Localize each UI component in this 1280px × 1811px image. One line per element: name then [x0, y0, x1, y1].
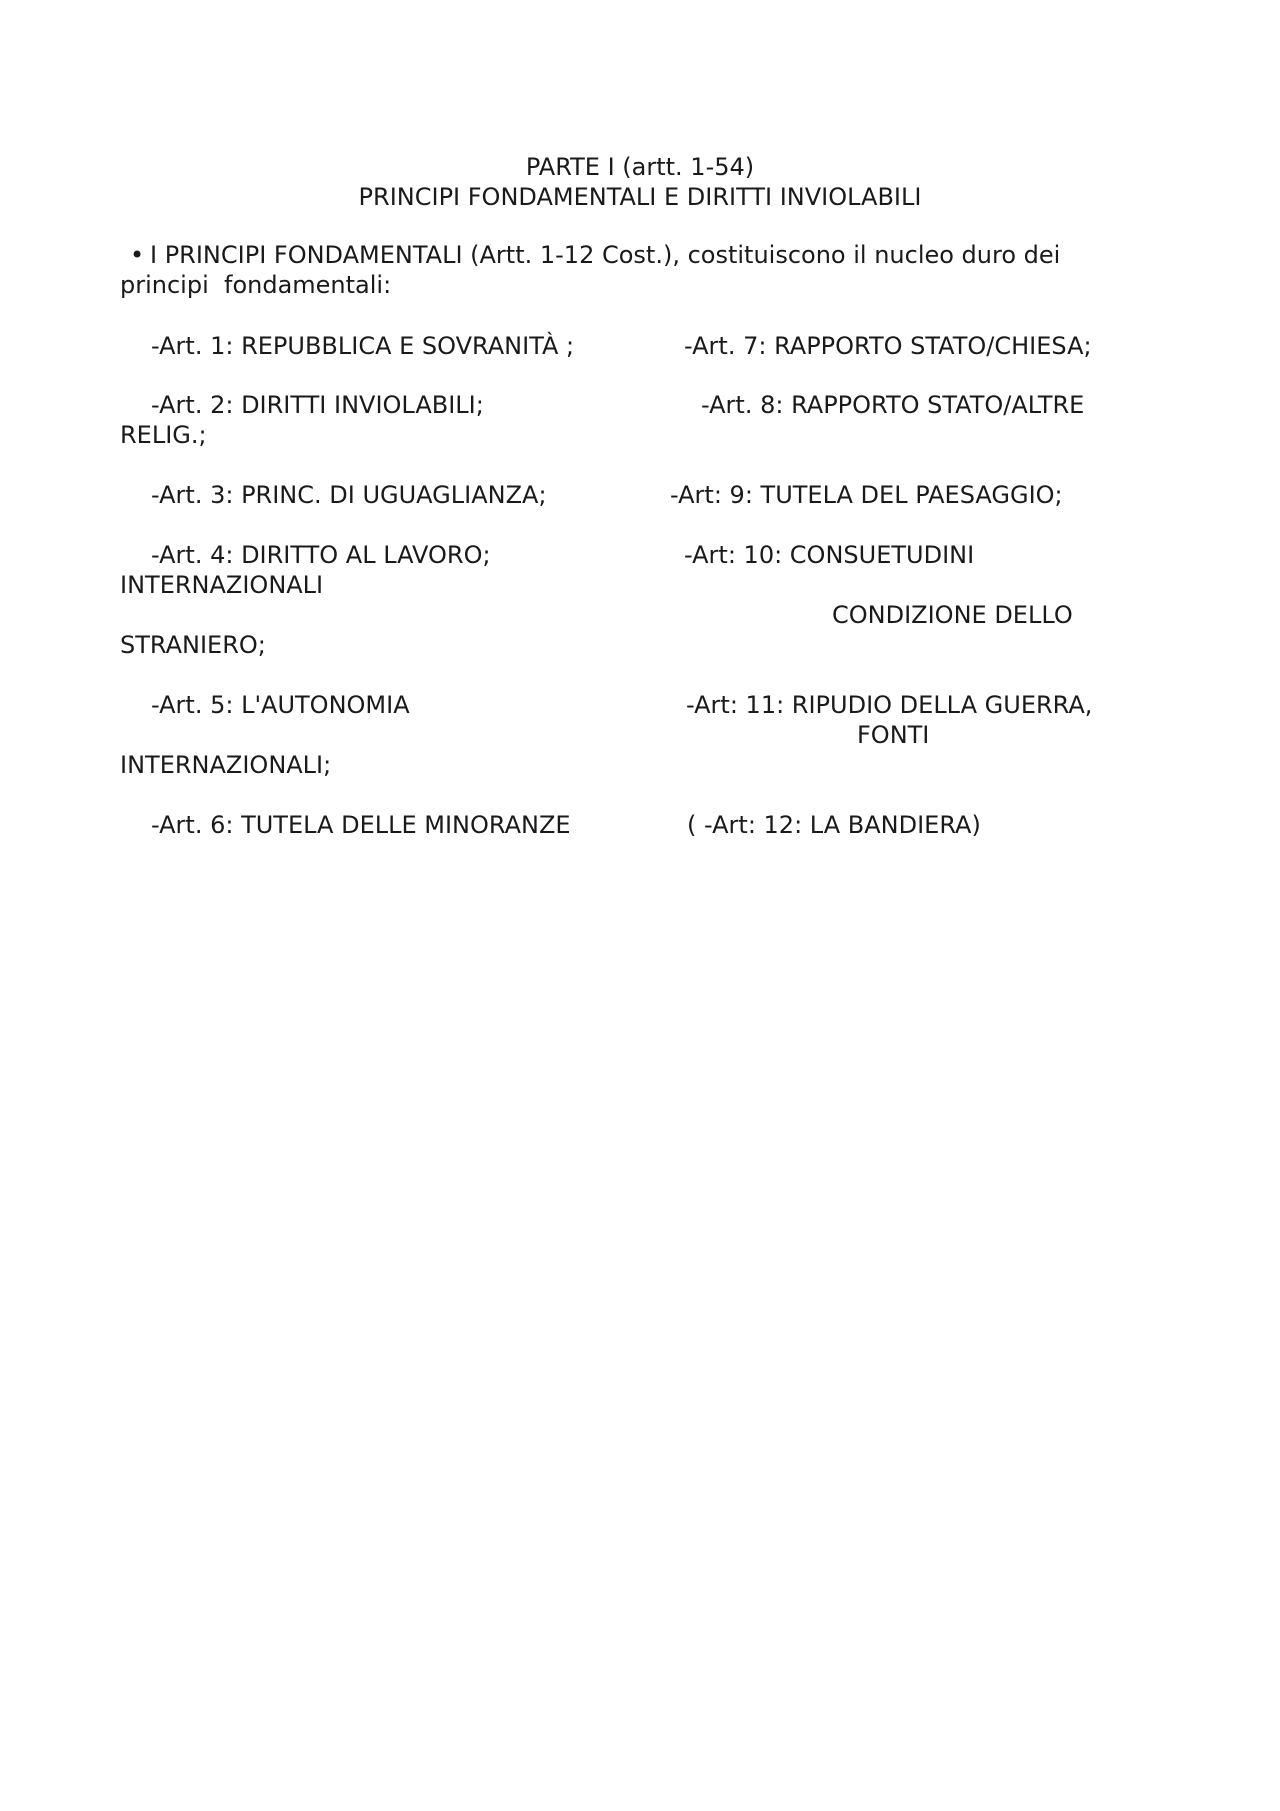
article-6: -Art. 6: TUTELA DELLE MINORANZE — [151, 811, 571, 839]
article-5: -Art. 5: L'AUTONOMIA — [151, 691, 410, 719]
article-10-continuation-3: STRANIERO; — [120, 631, 266, 659]
article-8-continuation: RELIG.; — [120, 421, 207, 449]
heading-part: PARTE I (artt. 1-54) — [525, 153, 755, 181]
article-1: -Art. 1: REPUBBLICA E SOVRANITÀ ; — [151, 332, 575, 360]
article-11-continuation-1: FONTI — [857, 721, 930, 749]
article-10-continuation-1: INTERNAZIONALI — [120, 571, 324, 599]
intro-line-2: principi fondamentali: — [120, 271, 392, 299]
article-7: -Art. 7: RAPPORTO STATO/CHIESA; — [684, 332, 1092, 360]
intro-line-1: I PRINCIPI FONDAMENTALI (Artt. 1-12 Cost.), costituiscono il nucleo duro dei — [150, 241, 1061, 269]
article-2: -Art. 2: DIRITTI INVIOLABILI; — [151, 391, 484, 419]
heading-title: PRINCIPI FONDAMENTALI E DIRITTI INVIOLABILI — [358, 183, 922, 211]
article-12: ( -Art: 12: LA BANDIERA) — [687, 811, 981, 839]
article-8: -Art. 8: RAPPORTO STATO/ALTRE — [701, 391, 1085, 419]
article-10: -Art: 10: CONSUETUDINI — [684, 541, 975, 569]
article-9: -Art: 9: TUTELA DEL PAESAGGIO; — [670, 481, 1063, 509]
bullet-icon: • — [130, 241, 145, 269]
article-11: -Art: 11: RIPUDIO DELLA GUERRA, — [686, 691, 1093, 719]
article-10-continuation-2: CONDIZIONE DELLO — [832, 601, 1073, 629]
article-4: -Art. 4: DIRITTO AL LAVORO; — [151, 541, 491, 569]
article-3: -Art. 3: PRINC. DI UGUAGLIANZA; — [151, 481, 547, 509]
article-11-continuation-2: INTERNAZIONALI; — [120, 751, 332, 779]
